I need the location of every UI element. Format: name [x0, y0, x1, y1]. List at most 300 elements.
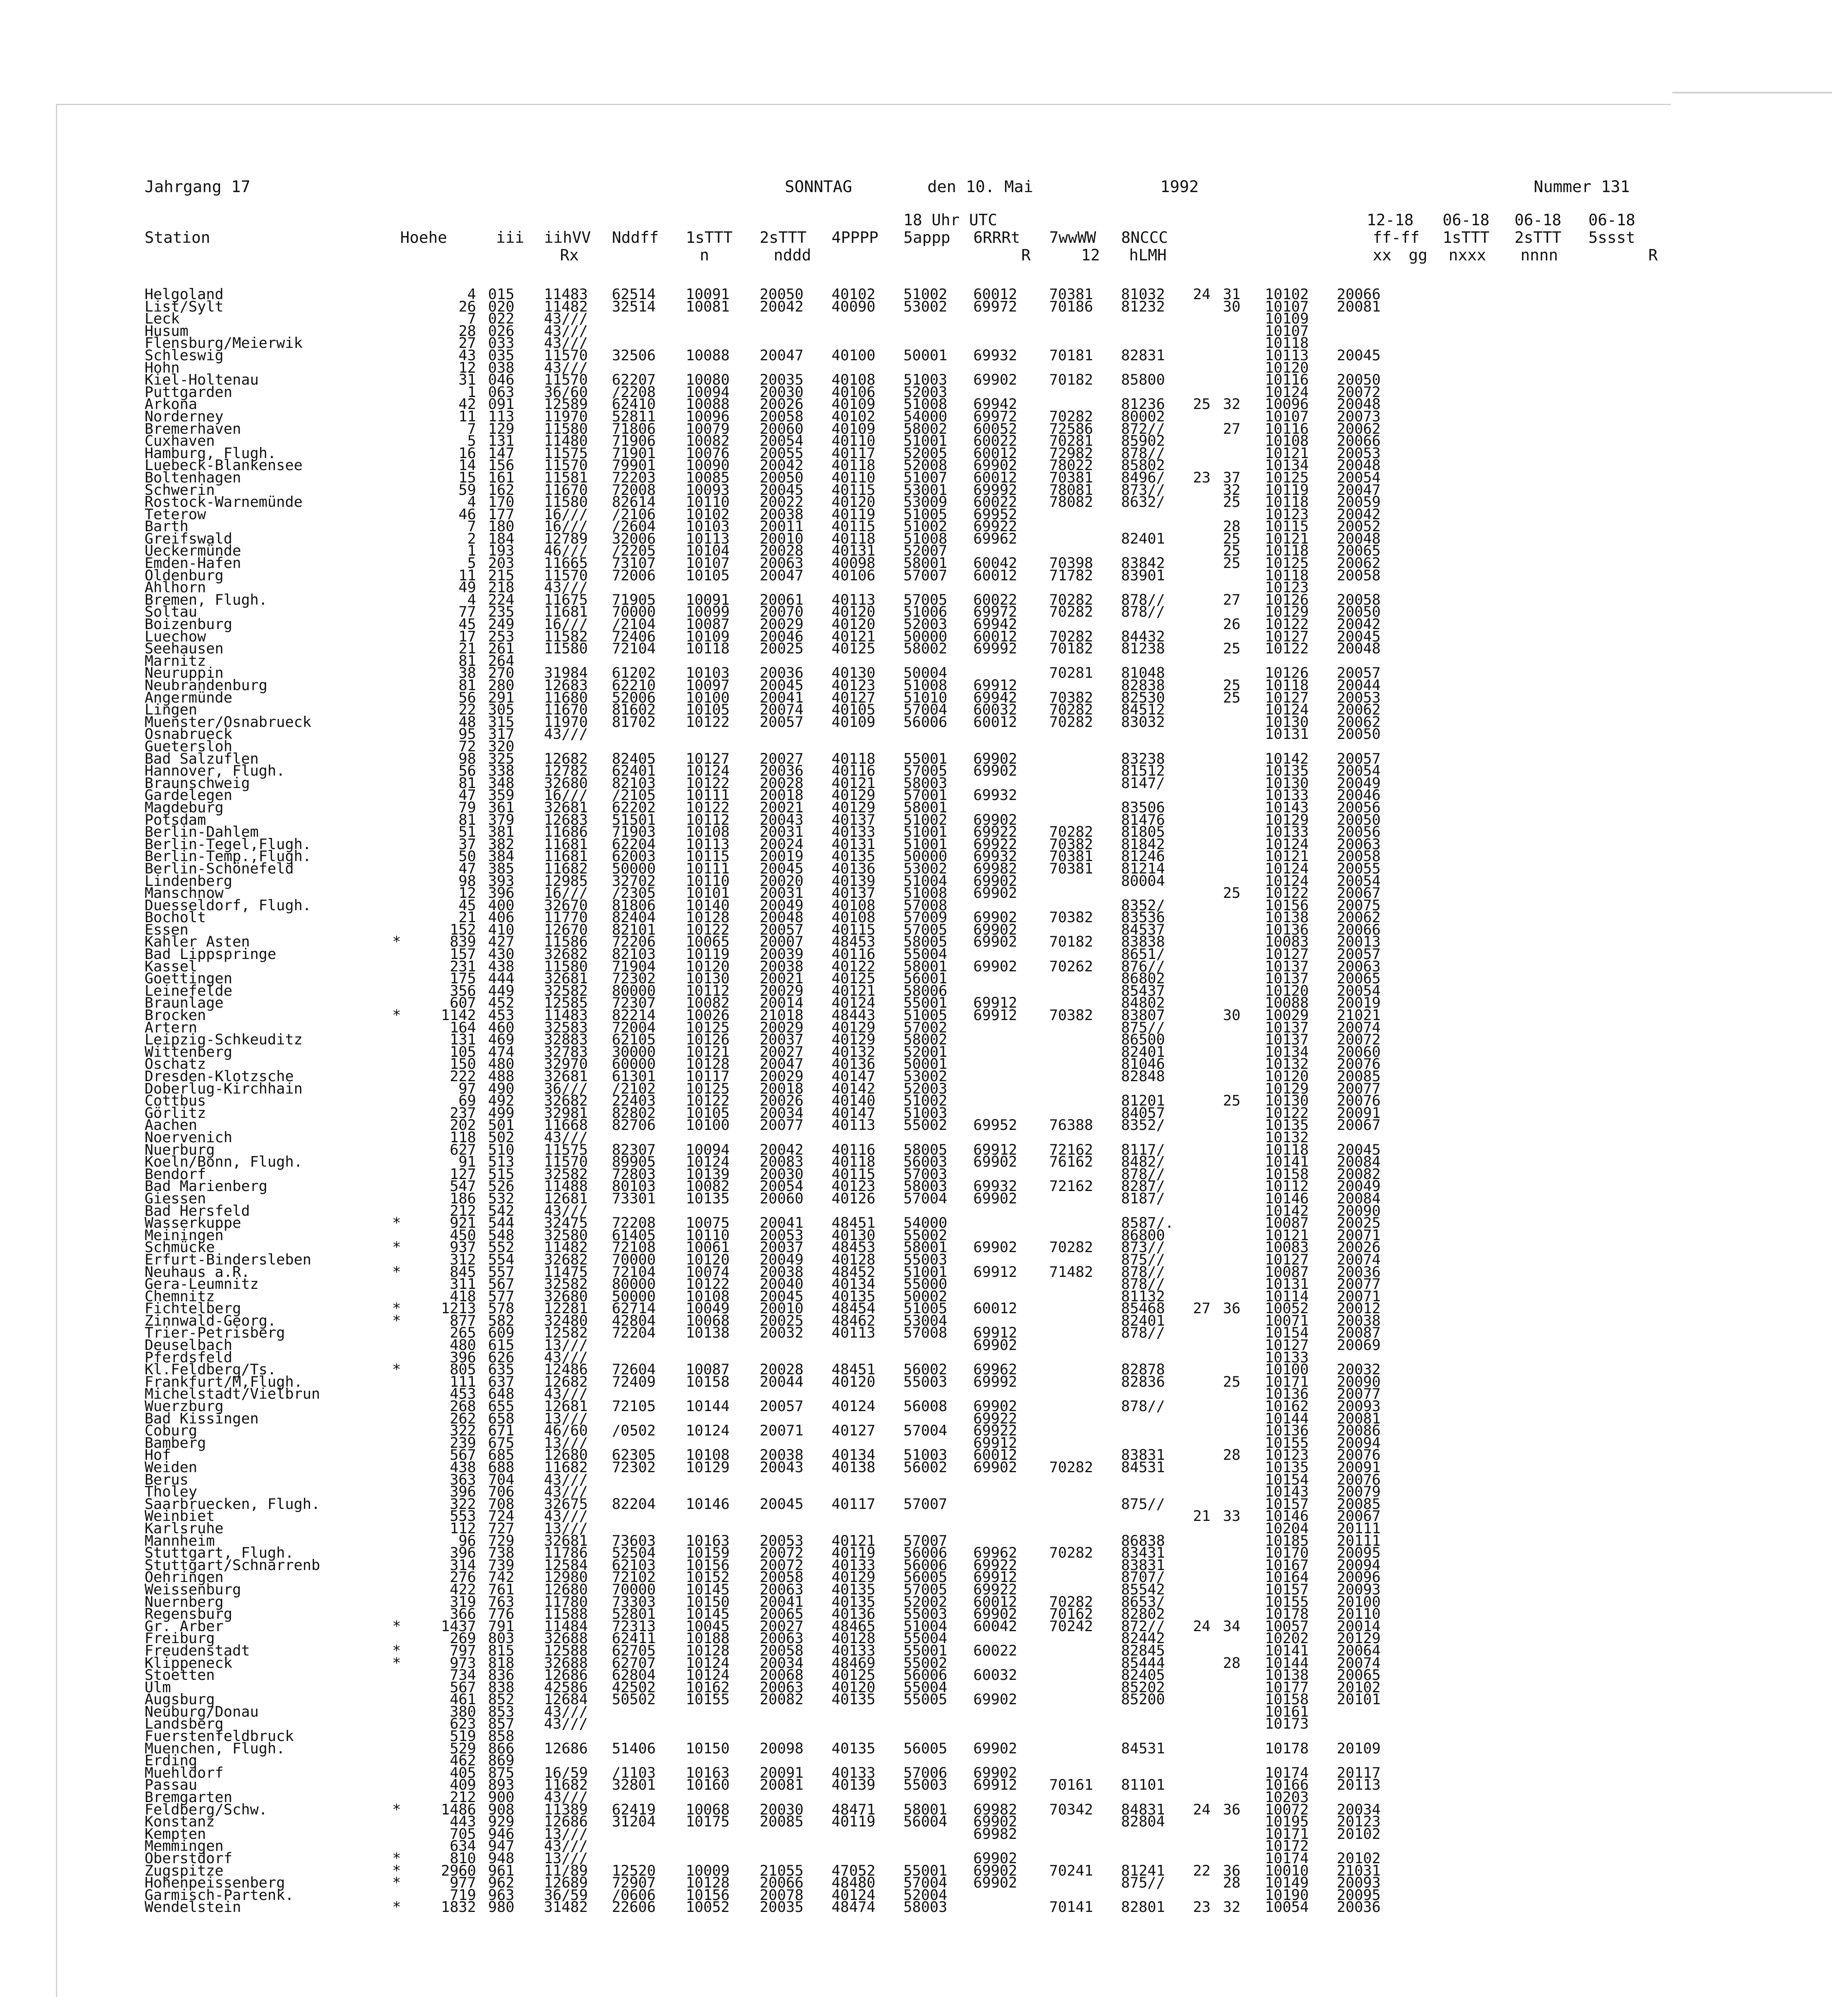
group-8nccc: 80002: [1121, 407, 1165, 425]
group-1sttt-6h: 10122: [1265, 884, 1309, 902]
group-8nccc: 8117/: [1121, 1141, 1165, 1158]
group-nddff: 72008: [612, 481, 656, 498]
group-8nccc: 84802: [1121, 994, 1165, 1012]
station-name: Duesseldorf, Flugh.: [145, 896, 312, 914]
group-2sttt-6h: 20072: [1337, 1031, 1381, 1048]
station-height: 567: [450, 1678, 476, 1696]
group-2sttt: 20040: [760, 1275, 804, 1293]
group-1sttt-6h: 10088: [1265, 994, 1309, 1012]
group-4pppp: 40118: [832, 750, 875, 767]
station-height: 112: [450, 1519, 476, 1537]
station-height: 322: [450, 1422, 476, 1439]
group-5appp: 58006: [903, 982, 947, 999]
group-5appp: 51002: [903, 1092, 947, 1110]
station-id: 857: [488, 1715, 514, 1733]
group-1sttt-6h: 10170: [1265, 1544, 1309, 1562]
group-ihvv: 43///: [544, 579, 588, 596]
group-5appp: 51001: [903, 823, 947, 841]
group-nddff: 71901: [612, 444, 656, 462]
group-1sttt-6h: 10118: [1265, 542, 1309, 560]
group-5appp: 56002: [903, 1459, 947, 1476]
station-height: 1: [467, 383, 476, 401]
station-name: Saarbruecken, Flugh.: [145, 1495, 320, 1513]
station-height: 15: [459, 468, 476, 486]
station-name: Fichtelberg: [145, 1300, 241, 1317]
group-2sttt-6h: 20014: [1337, 1617, 1381, 1635]
station-id: 203: [488, 554, 514, 572]
station-id: 218: [488, 579, 514, 596]
group-6rrrt: 69902: [973, 1862, 1017, 1879]
group-4pppp: 40136: [832, 1605, 875, 1623]
station-height: 239: [450, 1434, 476, 1451]
station-id: 480: [488, 1055, 514, 1073]
group-5appp: 57001: [903, 786, 947, 804]
gust-ff2: 36: [1223, 1800, 1241, 1818]
group-5appp: 51005: [903, 1300, 947, 1317]
group-2sttt-6h: 20045: [1337, 1141, 1381, 1158]
group-1sttt-6h: 10157: [1265, 1495, 1309, 1513]
group-ihvv: 12980: [544, 1568, 588, 1586]
group-2sttt-6h: 20065: [1337, 1666, 1381, 1684]
station-id: 427: [488, 933, 514, 951]
group-2sttt-6h: 20071: [1337, 1287, 1381, 1305]
group-1sttt-6h: 10134: [1265, 1043, 1309, 1060]
group-nddff: 62714: [612, 1300, 656, 1317]
group-ihvv: 32682: [544, 945, 588, 963]
column-header: n: [700, 246, 709, 264]
group-5appp: 55004: [903, 1630, 947, 1647]
station-name: Trier-Petrisberg: [145, 1324, 285, 1342]
group-6rrrt: 69912: [973, 994, 1017, 1012]
group-5appp: 57004: [903, 1189, 947, 1207]
group-5appp: 55001: [903, 994, 947, 1012]
year-label: 1992: [1160, 178, 1199, 196]
group-nddff: 80103: [612, 1177, 656, 1195]
group-1sttt-6h: 10149: [1265, 1874, 1309, 1892]
station-height: 719: [450, 1886, 476, 1904]
group-1sttt-6h: 10177: [1265, 1678, 1309, 1696]
group-1sttt: 10108: [686, 823, 730, 841]
group-1sttt-6h: 10112: [1265, 1177, 1309, 1195]
group-1sttt: 10129: [686, 1459, 730, 1476]
group-2sttt: 20072: [760, 1544, 804, 1562]
station-id: 249: [488, 615, 514, 633]
group-1sttt-6h: 10122: [1265, 1104, 1309, 1122]
group-ihvv: 43///: [544, 1507, 588, 1525]
group-1sttt: 10105: [686, 701, 730, 719]
group-2sttt: 20026: [760, 395, 804, 413]
group-6rrrt: 69942: [973, 689, 1017, 706]
station-name: Puttgarden: [145, 383, 232, 401]
group-2sttt-6h: 20096: [1337, 1568, 1381, 1586]
group-nddff: 51406: [612, 1739, 656, 1757]
group-2sttt: 20065: [760, 1605, 804, 1623]
group-nddff: 50000: [612, 860, 656, 877]
gust-ff2: 30: [1223, 1006, 1241, 1024]
group-4pppp: 48451: [832, 1214, 875, 1232]
group-4pppp: 40135: [832, 1580, 875, 1598]
group-nddff: 70000: [612, 1251, 656, 1268]
group-ihvv: 12486: [544, 1361, 588, 1378]
group-5appp: 55003: [903, 1776, 947, 1794]
station-height: 31: [459, 371, 476, 389]
station-name: Freiburg: [145, 1630, 215, 1647]
group-2sttt-6h: 20087: [1337, 1324, 1381, 1342]
group-7wwww: 70382: [1049, 1006, 1093, 1024]
station-height: 186: [450, 1189, 476, 1207]
group-nddff: 62207: [612, 371, 656, 389]
station-name: Noervenich: [145, 1128, 232, 1146]
station-name: Oehringen: [145, 1568, 224, 1586]
group-2sttt-6h: 20081: [1337, 298, 1381, 315]
gust-ff1: 24: [1193, 1617, 1211, 1635]
group-nddff: /2205: [612, 542, 656, 560]
station-name: Boltenhagen: [145, 468, 241, 486]
group-6rrrt: 69922: [973, 1556, 1017, 1574]
group-ihvv: 11580: [544, 957, 588, 975]
group-8nccc: 83842: [1121, 554, 1165, 572]
group-7wwww: 70282: [1049, 1239, 1093, 1256]
group-1sttt: 10065: [686, 933, 730, 951]
group-4pppp: 40108: [832, 371, 875, 389]
group-6rrrt: 60022: [973, 1642, 1017, 1659]
group-nddff: 71904: [612, 957, 656, 975]
station-height: 105: [450, 1043, 476, 1060]
group-4pppp: 40121: [832, 982, 875, 999]
group-1sttt-6h: 10171: [1265, 1825, 1309, 1842]
group-8nccc: 873//: [1121, 481, 1165, 498]
group-5appp: 55002: [903, 1116, 947, 1134]
date-label: den 10. Mai: [927, 178, 1033, 196]
gust-ff2: 25: [1223, 1092, 1241, 1110]
group-ihvv: 11570: [544, 371, 588, 389]
group-7wwww: 70282: [1049, 713, 1093, 731]
group-1sttt: 10163: [686, 1532, 730, 1549]
mountain-marker: *: [392, 1361, 401, 1378]
group-6rrrt: 69902: [973, 909, 1017, 926]
group-ihvv: 12683: [544, 677, 588, 694]
group-ihvv: 32688: [544, 1654, 588, 1671]
group-4pppp: 48453: [832, 933, 875, 951]
group-ihvv: 13///: [544, 1519, 588, 1537]
station-id: 626: [488, 1348, 514, 1366]
station-height: 1: [467, 542, 476, 560]
station-height: 212: [450, 1202, 476, 1219]
station-id: 815: [488, 1642, 514, 1659]
group-2sttt: 20024: [760, 835, 804, 853]
group-2sttt: 20041: [760, 1214, 804, 1232]
group-2sttt-6h: 20058: [1337, 591, 1381, 608]
group-4pppp: 40102: [832, 407, 875, 425]
station-height: 276: [450, 1568, 476, 1586]
group-8nccc: 85200: [1121, 1691, 1165, 1708]
group-5appp: 55003: [903, 1251, 947, 1268]
group-nddff: 72302: [612, 970, 656, 987]
station-id: 452: [488, 994, 514, 1012]
station-height: 363: [450, 1471, 476, 1488]
station-name: Gardelegen: [145, 786, 232, 804]
group-1sttt: 10103: [686, 518, 730, 535]
station-name: Neuruppin: [145, 664, 224, 682]
station-id: 091: [488, 395, 514, 413]
group-1sttt: 10111: [686, 786, 730, 804]
group-6rrrt: 69952: [973, 505, 1017, 523]
station-id: 776: [488, 1605, 514, 1623]
station-name: Bad Marienberg: [145, 1177, 268, 1195]
station-id: 338: [488, 762, 514, 780]
group-6rrrt: 69902: [973, 1605, 1017, 1623]
group-1sttt-6h: 10136: [1265, 1422, 1309, 1439]
group-2sttt: 20057: [760, 713, 804, 731]
group-8nccc: 872//: [1121, 1617, 1165, 1635]
group-nddff: 42502: [612, 1678, 656, 1696]
group-6rrrt: 69902: [973, 371, 1017, 389]
group-ihvv: 32682: [544, 1251, 588, 1268]
group-4pppp: 40123: [832, 1177, 875, 1195]
group-nddff: 32514: [612, 298, 656, 315]
group-2sttt: 20030: [760, 383, 804, 401]
group-6rrrt: 60012: [973, 1593, 1017, 1610]
group-8nccc: 8653/: [1121, 1593, 1165, 1610]
station-height: 95: [459, 725, 476, 743]
group-nddff: /2208: [612, 383, 656, 401]
column-header: 8NCCC: [1121, 229, 1168, 247]
group-5appp: 51008: [903, 677, 947, 694]
group-2sttt: 20031: [760, 823, 804, 841]
group-1sttt: 10112: [686, 982, 730, 999]
station-id: 020: [488, 298, 514, 315]
station-name: Schleswig: [145, 346, 224, 364]
group-1sttt: 10082: [686, 994, 730, 1012]
group-2sttt: 20074: [760, 701, 804, 719]
station-height: 877: [450, 1312, 476, 1329]
group-8nccc: 81236: [1121, 395, 1165, 413]
group-1sttt: 10093: [686, 481, 730, 498]
station-height: 977: [450, 1874, 476, 1892]
group-8nccc: 8587/.: [1121, 1214, 1174, 1232]
group-nddff: 72104: [612, 640, 656, 657]
group-ihvv: 11670: [544, 701, 588, 719]
station-id: 578: [488, 1300, 514, 1317]
group-1sttt-6h: 10144: [1265, 1654, 1309, 1671]
group-5appp: 51002: [903, 518, 947, 535]
station-height: 314: [450, 1556, 476, 1574]
group-5appp: 56001: [903, 970, 947, 987]
station-id: 063: [488, 383, 514, 401]
group-2sttt: 20043: [760, 1459, 804, 1476]
group-6rrrt: 69922: [973, 823, 1017, 841]
station-height: 72: [459, 737, 476, 755]
group-6rrrt: 69982: [973, 860, 1017, 877]
group-5appp: 57003: [903, 1165, 947, 1183]
group-1sttt-6h: 10133: [1265, 786, 1309, 804]
group-7wwww: 72586: [1049, 420, 1093, 437]
station-id: 348: [488, 774, 514, 792]
group-nddff: 62103: [612, 1556, 656, 1574]
group-ihvv: 11675: [544, 591, 588, 608]
group-2sttt: 20034: [760, 1104, 804, 1122]
group-1sttt-6h: 10133: [1265, 823, 1309, 841]
group-8nccc: 84057: [1121, 1104, 1165, 1122]
group-2sttt-6h: 20057: [1337, 664, 1381, 682]
group-nddff: /1103: [612, 1764, 656, 1781]
group-nddff: 61202: [612, 664, 656, 682]
station-name: Aachen: [145, 1116, 197, 1134]
group-2sttt-6h: 20075: [1337, 896, 1381, 914]
group-nddff: 52006: [612, 689, 656, 706]
group-2sttt: 20018: [760, 786, 804, 804]
group-1sttt-6h: 10118: [1265, 493, 1309, 511]
group-ihvv: 43///: [544, 334, 588, 352]
group-nddff: 62105: [612, 1031, 656, 1048]
group-2sttt: 20058: [760, 1568, 804, 1586]
group-8nccc: 8187/: [1121, 1189, 1165, 1207]
station-id: 724: [488, 1507, 514, 1525]
group-5appp: 53004: [903, 1312, 947, 1329]
station-id: 739: [488, 1556, 514, 1574]
group-ihvv: 11970: [544, 407, 588, 425]
group-1sttt-6h: 10010: [1265, 1862, 1309, 1879]
group-1sttt-6h: 10135: [1265, 762, 1309, 780]
group-5appp: 55000: [903, 1275, 947, 1293]
station-height: 409: [450, 1776, 476, 1794]
group-8nccc: 81241: [1121, 1862, 1165, 1879]
station-height: 231: [450, 957, 476, 975]
station-name: Weissenburg: [145, 1580, 241, 1598]
group-nddff: 80000: [612, 1275, 656, 1293]
station-height: 450: [450, 1226, 476, 1244]
group-ihvv: 11686: [544, 823, 588, 841]
station-name: Bendorf: [145, 1165, 206, 1183]
group-ihvv: 11682: [544, 1776, 588, 1794]
group-2sttt-6h: 20057: [1337, 750, 1381, 767]
group-5appp: 57004: [903, 1422, 947, 1439]
group-8nccc: 86800: [1121, 1226, 1165, 1244]
gust-ff2: 25: [1223, 640, 1241, 657]
group-2sttt: 20014: [760, 994, 804, 1012]
station-id: 315: [488, 713, 514, 731]
station-name: Hannover, Flugh.: [145, 762, 285, 780]
station-height: 12: [459, 359, 476, 376]
group-6rrrt: 69902: [973, 872, 1017, 889]
group-1sttt: 10117: [686, 1068, 730, 1085]
station-name: Zugspitze: [145, 1862, 224, 1879]
group-4pppp: 40127: [832, 1422, 875, 1439]
station-name: Brocken: [145, 1006, 206, 1024]
group-2sttt-6h: 20084: [1337, 1153, 1381, 1171]
station-id: 532: [488, 1189, 514, 1207]
group-4pppp: 40121: [832, 1532, 875, 1549]
group-2sttt: 20019: [760, 848, 804, 865]
group-2sttt-6h: 20062: [1337, 554, 1381, 572]
station-id: 147: [488, 444, 514, 462]
group-ihvv: 11570: [544, 566, 588, 584]
group-5appp: 51008: [903, 395, 947, 413]
station-name: Osnabrueck: [145, 725, 232, 743]
group-8nccc: 83831: [1121, 1556, 1165, 1574]
group-2sttt-6h: 20100: [1337, 1593, 1381, 1610]
group-5appp: 58005: [903, 1141, 947, 1158]
station-name: Rostock-Warnemünde: [145, 493, 303, 511]
group-1sttt-6h: 10161: [1265, 1703, 1309, 1720]
group-ihvv: 13///: [544, 1409, 588, 1427]
group-2sttt-6h: 20062: [1337, 420, 1381, 437]
group-1sttt: 10052: [686, 1898, 730, 1916]
group-6rrrt: 69902: [973, 1764, 1017, 1781]
group-1sttt: 10140: [686, 896, 730, 914]
station-name: Passau: [145, 1776, 197, 1794]
group-ihvv: 12683: [544, 811, 588, 828]
group-4pppp: 40135: [832, 1287, 875, 1305]
group-ihvv: 12670: [544, 921, 588, 938]
station-height: 269: [450, 1630, 476, 1647]
group-nddff: /0502: [612, 1422, 656, 1439]
group-5appp: 58001: [903, 1800, 947, 1818]
station-height: 77: [459, 603, 476, 621]
group-1sttt-6h: 10116: [1265, 420, 1309, 437]
group-7wwww: 71782: [1049, 566, 1093, 584]
group-1sttt: 10135: [686, 1189, 730, 1207]
group-8nccc: 8482/: [1121, 1153, 1165, 1171]
column-header: 6RRRt: [973, 229, 1020, 247]
station-height: 2: [467, 530, 476, 547]
group-ihvv: 42586: [544, 1678, 588, 1696]
group-7wwww: 70182: [1049, 933, 1093, 951]
group-nddff: 50502: [612, 1691, 656, 1708]
group-2sttt-6h: 20084: [1337, 1189, 1381, 1207]
station-name: Kempten: [145, 1825, 206, 1842]
group-6rrrt: 69902: [973, 957, 1017, 975]
group-ihvv: 11482: [544, 1239, 588, 1256]
group-1sttt: 10124: [686, 1666, 730, 1684]
group-8nccc: 878//: [1121, 1165, 1165, 1183]
station-name: Meiningen: [145, 1226, 224, 1244]
station-name: Hamburg, Flugh.: [145, 444, 276, 462]
group-6rrrt: 60032: [973, 1666, 1017, 1684]
station-id: 046: [488, 371, 514, 389]
column-header: R: [1648, 246, 1658, 264]
group-1sttt-6h: 10166: [1265, 1776, 1309, 1794]
station-name: Gera-Leumnitz: [145, 1275, 259, 1293]
group-nddff: 52801: [612, 1605, 656, 1623]
group-ihvv: 43///: [544, 310, 588, 328]
group-8nccc: 82530: [1121, 689, 1165, 706]
group-nddff: 72105: [612, 1398, 656, 1415]
station-name: Berus: [145, 1471, 189, 1488]
group-2sttt: 20045: [760, 1495, 804, 1513]
group-ihvv: 32681: [544, 970, 588, 987]
group-2sttt-6h: 20052: [1337, 518, 1381, 535]
station-id: 858: [488, 1727, 514, 1745]
group-ihvv: 12985: [544, 872, 588, 889]
group-5appp: 51002: [903, 811, 947, 828]
group-8nccc: 82442: [1121, 1630, 1165, 1647]
group-1sttt: 10156: [686, 1556, 730, 1574]
station-id: 980: [488, 1898, 514, 1916]
group-1sttt-6h: 10071: [1265, 1312, 1309, 1329]
station-name: Michelstadt/Vielbrun: [145, 1385, 320, 1403]
group-8nccc: 82848: [1121, 1068, 1165, 1085]
station-height: 27: [459, 334, 476, 352]
station-id: 460: [488, 1018, 514, 1036]
group-8nccc: 8147/: [1121, 774, 1165, 792]
group-4pppp: 40135: [832, 1739, 875, 1757]
station-height: 519: [450, 1727, 476, 1745]
group-ihvv: 43///: [544, 1471, 588, 1488]
group-8nccc: 82401: [1121, 1312, 1165, 1329]
group-nddff: 72102: [612, 1568, 656, 1586]
group-1sttt-6h: 10146: [1265, 1507, 1309, 1525]
